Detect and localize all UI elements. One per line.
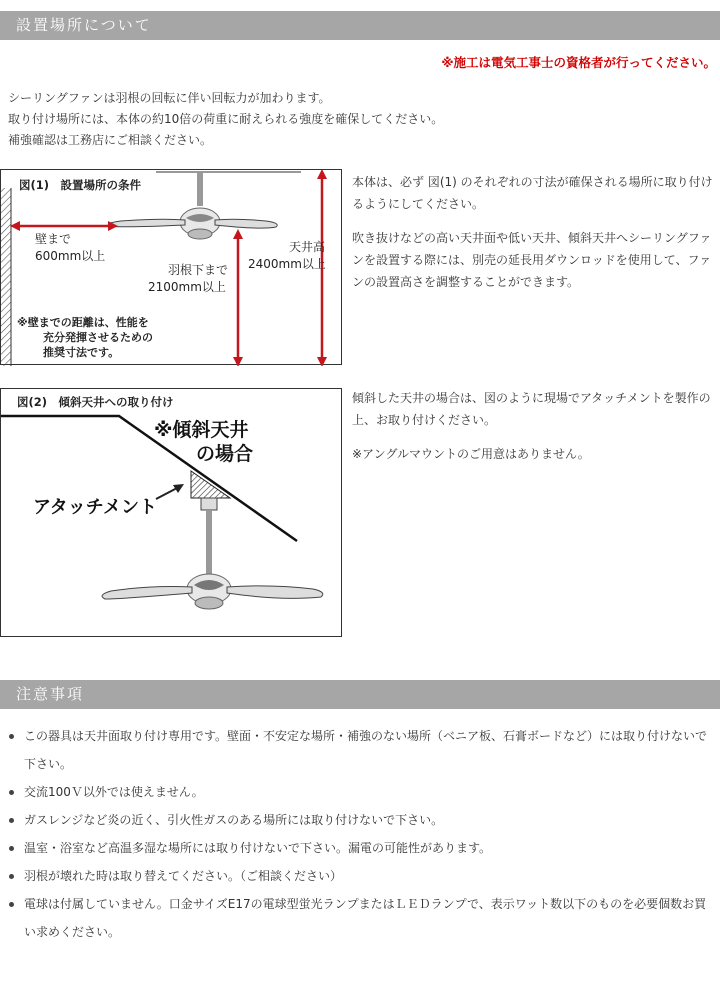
list-item: 温室・浴室など高温多湿な場所には取り付けないで下さい。漏電の可能性があります。 bbox=[8, 834, 716, 862]
intro-text bbox=[8, 88, 713, 151]
blade-label-line2: 2100mm以上 bbox=[148, 280, 226, 294]
section-title-cautions: 注意事項 bbox=[0, 680, 720, 709]
electrician-warning: ※施工は電気工事士の資格者が行ってください。 bbox=[441, 55, 716, 70]
figure1-note-line2: 充分発揮させるための bbox=[43, 331, 153, 344]
figure1-diagram bbox=[1, 170, 343, 366]
fan-blade-left bbox=[102, 587, 192, 600]
figure1-description-para: 吹き抜けなどの高い天井面や低い天井、傾斜天井へシーリングファンを設置する際には、別売の延長用ダウンロッドを使用して、ファンの設置高さを調整することができます。 bbox=[352, 231, 712, 289]
figure-sloped-ceiling bbox=[0, 388, 342, 637]
intro-line: 補強確認は工務店にご相談ください。 bbox=[8, 133, 213, 147]
list-item: 電球は付属していません。口金サイズE17の電球型蛍光ランプまたはＬＥＤランプで、表示ワット数以下のものを必要個数お買い求めください。 bbox=[8, 890, 716, 946]
wall-label-line1: 壁まで bbox=[35, 232, 72, 246]
fan-blade-right bbox=[227, 586, 323, 598]
attachment-label: アタッチメント bbox=[33, 497, 158, 518]
wall-label-line2: 600mm以上 bbox=[35, 249, 106, 263]
figure2-description-para: 傾斜した天井の場合は、図のように現場でアタッチメントを製作の上、お取り付けください。 bbox=[352, 391, 711, 427]
section-title-installation: 設置場所について bbox=[0, 11, 720, 40]
figure2-caption: 図(2) 傾斜天井への取り付け bbox=[17, 395, 174, 409]
figure2-description-para: ※アングルマウントのご用意はありません。 bbox=[352, 447, 590, 461]
blade-label-line1: 羽根下まで bbox=[168, 263, 229, 277]
intro-line: 取り付け場所には、本体の約10倍の荷重に耐えられる強度を確保してください。 bbox=[8, 112, 444, 126]
intro-line: シーリングファンは羽根の回転に伴い回転力が加わります。 bbox=[8, 91, 331, 105]
list-item: この器具は天井面取り付け専用です。壁面・不安定な場所・補強のない場所（ベニア板、石膏ボードなど）には取り付けないで下さい。 bbox=[8, 722, 716, 778]
figure1-note-line1: ※壁までの距離は、性能を bbox=[17, 316, 149, 329]
ceiling-label-line1: 天井高 bbox=[289, 240, 326, 254]
figure2-description bbox=[352, 387, 718, 477]
downrod bbox=[206, 510, 212, 574]
figure-installation-conditions bbox=[0, 169, 342, 365]
downrod bbox=[197, 172, 203, 206]
sloped-ceiling-line bbox=[1, 416, 297, 541]
figure1-note-line3: 推奨寸法です。 bbox=[43, 346, 120, 359]
figure2-diagram bbox=[1, 389, 343, 638]
caution-list bbox=[8, 722, 716, 946]
list-item: 羽根が壊れた時は取り替えてください。（ご相談ください） bbox=[8, 862, 716, 890]
canopy bbox=[201, 498, 217, 510]
attachment-block bbox=[191, 471, 230, 498]
wall-hatch bbox=[1, 188, 11, 366]
ceiling-label-line2: 2400mm以上 bbox=[248, 257, 326, 271]
fan-blade-right bbox=[215, 219, 277, 228]
list-item: ガスレンジなど炎の近く、引火性ガスのある場所には取り付けないで下さい。 bbox=[8, 806, 716, 834]
list-item: 交流100Ｖ以外では使えません。 bbox=[8, 778, 716, 806]
slope-label-line1: ※傾斜天井 bbox=[154, 419, 249, 441]
fan-blade-left bbox=[108, 219, 185, 227]
figure1-description-para: 本体は、必ず 図(1) のそれぞれの寸法が確保される場所に取り付けるようにしてください。 bbox=[352, 175, 713, 211]
slope-label-line2: の場合 bbox=[196, 443, 254, 465]
figure1-description bbox=[352, 171, 718, 305]
figure1-caption: 図(1) 設置場所の条件 bbox=[19, 178, 142, 192]
